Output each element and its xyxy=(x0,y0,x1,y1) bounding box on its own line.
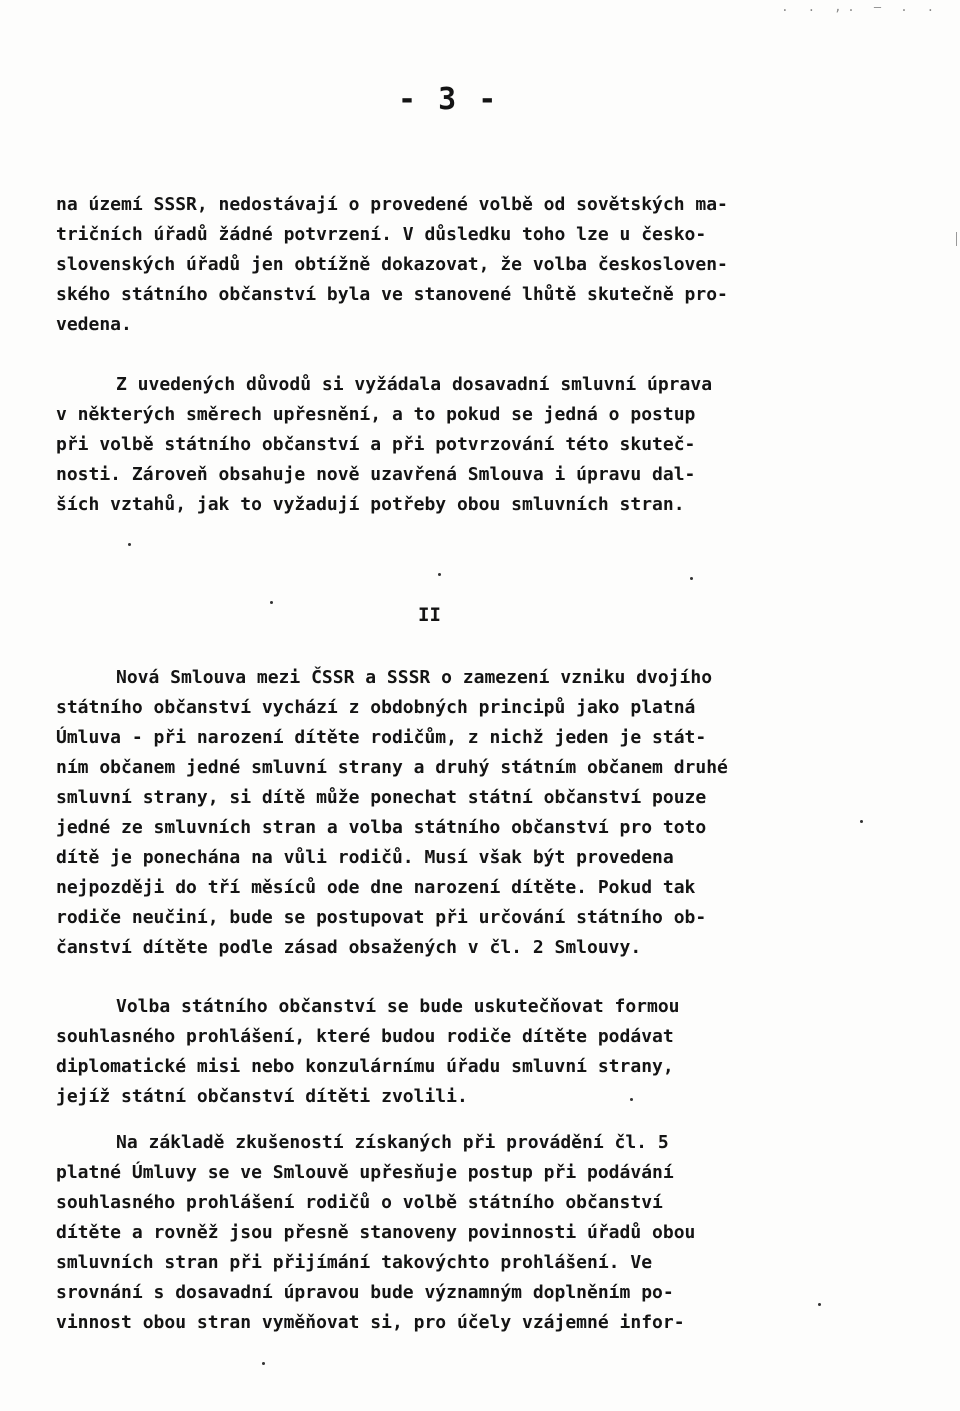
scan-speck xyxy=(262,1362,265,1365)
text-line: tričních úřadů žádné potvrzení. V důsledku toho lze u česko- xyxy=(56,224,707,245)
text-line: vedena. xyxy=(56,314,132,335)
paragraph-4 xyxy=(56,992,856,1112)
text-line: dítě je ponechána na vůli rodičů. Musí však být provedena xyxy=(56,847,674,868)
text-line: Z uvedených důvodů si vyžádala dosavadní smluvní úprava xyxy=(116,374,713,395)
scan-speck xyxy=(438,573,441,576)
scan-speck xyxy=(818,1303,821,1306)
text-line: jejíž státní občanství dítěti zvolili. xyxy=(56,1086,468,1107)
scan-speck xyxy=(270,601,273,604)
text-line: ského státního občanství byla ve stanovené lhůtě skutečně pro- xyxy=(56,284,728,305)
text-line: souhlasného prohlášení rodičů o volbě státního občanství xyxy=(56,1192,663,1213)
text-line: Nová Smlouva mezi ČSSR a SSSR o zamezení vzniku dvojího xyxy=(116,667,713,688)
text-line: ním občanem jedné smluvní strany a druhý státním občanem druhé xyxy=(56,757,728,778)
scan-edge-mark xyxy=(956,232,957,246)
text-line: nejpozději do tří měsíců ode dne narození dítěte. Pokud tak xyxy=(56,877,696,898)
paragraph-5 xyxy=(56,1128,856,1338)
text-line: na území SSSR, nedostávají o provedené volbě od sovětských ma- xyxy=(56,194,728,215)
scan-speck xyxy=(860,820,863,823)
paragraph-2 xyxy=(56,370,856,520)
text-line: nosti. Zároveň obsahuje nově uzavřená Smlouva i úpravu dal- xyxy=(56,464,696,485)
text-line: dítěte a rovněž jsou přesně stanoveny povinnosti úřadů obou xyxy=(56,1222,696,1243)
text-line: smluvních stran při přijímání takovýchto prohlášení. Ve xyxy=(56,1252,653,1273)
text-line: diplomatické misi nebo konzulárnímu úřadu smluvní strany, xyxy=(56,1056,674,1077)
text-line: čanství dítěte podle zásad obsažených v čl. 2 Smlouvy. xyxy=(56,937,642,958)
text-line: ších vztahů, jak to vyžadují potřeby obou smluvních stran. xyxy=(56,494,685,515)
page-number: - 3 - xyxy=(398,82,499,117)
text-line: státního občanství vychází z obdobných principů jako platná xyxy=(56,697,696,718)
section-heading: II xyxy=(418,604,441,626)
text-line: jedné ze smluvních stran a volba státního občanství pro toto xyxy=(56,817,707,838)
paragraph-3 xyxy=(56,663,856,963)
text-line: při volbě státního občanství a při potvrzování této skuteč- xyxy=(56,434,696,455)
text-line: platné Úmluvy se ve Smlouvě upřesňuje postup při podávání xyxy=(56,1162,674,1183)
paragraph-1 xyxy=(56,190,856,340)
text-line: rodiče neučiní, bude se postupovat při určování státního ob- xyxy=(56,907,707,928)
text-line: smluvní strany, si dítě může ponechat státní občanství pouze xyxy=(56,787,707,808)
text-line: Volba státního občanství se bude uskutečňovat formou xyxy=(116,996,680,1017)
scan-speck xyxy=(690,577,693,580)
scan-artifact: . . ,. — . . xyxy=(781,0,940,14)
text-line: srovnání s dosavadní úpravou bude významným doplněním po- xyxy=(56,1282,674,1303)
text-line: souhlasného prohlášení, které budou rodiče dítěte podávat xyxy=(56,1026,674,1047)
text-line: Úmluva - při narození dítěte rodičům, z nichž jeden je stát- xyxy=(56,727,707,748)
text-line: Na základě zkušeností získaných při provádění čl. 5 xyxy=(116,1132,669,1153)
text-line: vinnost obou stran vyměňovat si, pro účely vzájemné infor- xyxy=(56,1312,685,1333)
text-line: slovenských úřadů jen obtížně dokazovat, že volba českosloven- xyxy=(56,254,728,275)
text-line: v některých směrech upřesnění, a to pokud se jedná o postup xyxy=(56,404,696,425)
scan-speck xyxy=(630,1098,633,1101)
scan-speck xyxy=(128,543,131,546)
